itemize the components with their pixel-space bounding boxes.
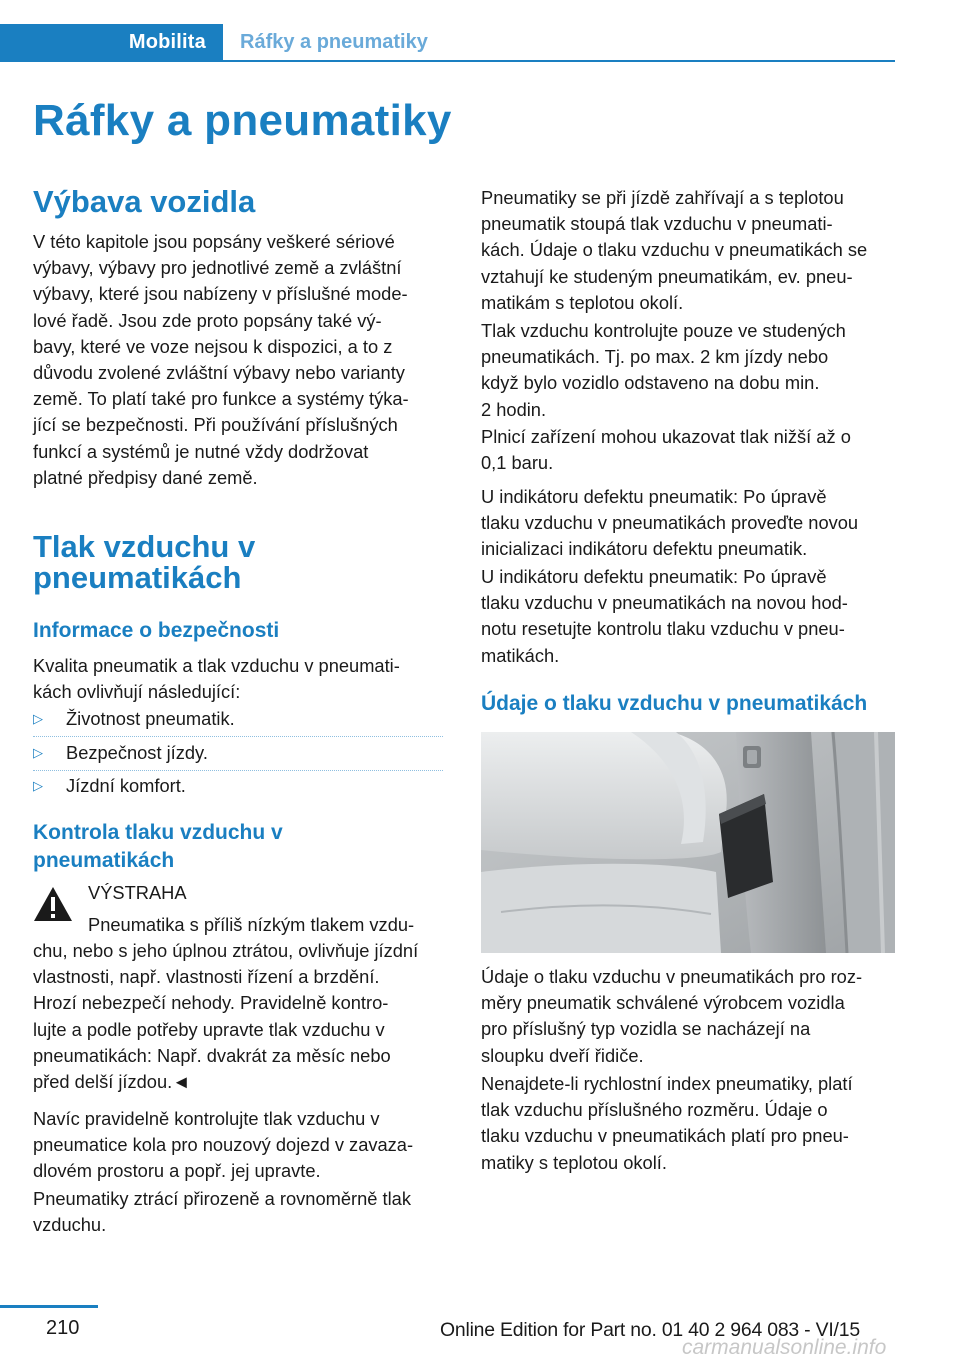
text-line: dlovém prostoru a popř. jej upravte. [33,1160,321,1182]
text-line: Pneumatiky ztrácí přirozeně a rovnoměrně tlak [33,1188,411,1209]
pressure-heading-line: Tlak vzduchu v [33,529,256,564]
text-line: Tlak vzduchu kontrolujte pouze ve studených [481,320,846,341]
text-line: platné předpisy dané země. [33,466,258,488]
triangle-bullet-icon: ▷ [33,745,43,760]
text-line: lujte a podle potřeby upravte tlak vzduchu v [33,1018,385,1040]
chapter-tab-label: Ráfky a pneumatiky [240,31,428,53]
text-line: tlaku vzduchu v pneumatikách na novou hod‐ [481,592,848,614]
text-line: lové řadě. Jsou zde proto popsány také vý‐ [33,309,382,331]
spare-tyre-paragraph [33,1106,413,1185]
text-line: Údaje o tlaku vzduchu v pneumatikách pro roz‐ [481,966,863,987]
triangle-bullet-icon: ▷ [33,778,43,793]
text-line: výbavy, které jsou nabízeny v příslušné mode‐ [33,283,408,305]
page-title: Ráfky a pneumatiky [33,96,452,145]
page-number: 210 [46,1317,80,1339]
bullet-list [33,773,443,799]
text-line: vzduchu. [33,1214,107,1236]
text-line: 0,1 baru. [481,452,554,474]
triangle-bullet-icon: ▷ [33,711,43,726]
bullet-list [33,706,443,732]
list-item [33,740,443,766]
filler-paragraph [481,424,851,476]
text-line: notu resetujte kontrolu tlaku vzduchu v pneu‐ [481,618,845,640]
text-line: U indikátoru defektu pneumatik: Po úpravě [481,566,827,587]
safety-heading: Informace o bezpečnosti [33,619,280,642]
list-item [33,706,443,732]
section-tab[interactable] [0,24,223,62]
text-line: matiky s teplotou okolí. [481,1151,667,1173]
safety-paragraph [33,653,400,705]
text-line: Hrozí nebezpečí nehody. Pravidelně kontro‐ [33,992,389,1014]
check-heading-line: Kontrola tlaku vzduchu v [33,821,283,844]
equipment-paragraph [33,229,409,491]
cold-check-paragraph [481,318,846,423]
equipment-heading: Výbava vozidla [33,184,256,219]
edition-note: Online Edition for Part no. 01 40 2 964 083 - VI/15 [440,1319,860,1341]
text-line: matikám s teplotou okolí. [481,291,684,313]
text-line: kách. Údaje o tlaku vzduchu v pneumatikách se [481,239,868,261]
section-tab-label: Mobilita [128,31,206,53]
door-pillar-illustration [481,732,895,953]
check-heading [33,819,283,875]
text-line: Plnicí zařízení mohou ukazovat tlak nižší až o [481,426,851,447]
text-line: Kvalita pneumatik a tlak vzduchu v pneumati‐ [33,655,400,676]
text-line: pneumatik stoupá tlak vzduchu v pneumati‐ [481,213,833,235]
text-line: pneumatikách: Např. dvakrát za měsíc nebo [33,1044,391,1066]
text-line: měry pneumatik schválené výrobcem vozidla [481,992,845,1014]
pressure-heading-line: pneumatikách [33,560,242,595]
text-line: tlaku vzduchu v pneumatikách platí pro pneu‐ [481,1125,849,1147]
text-line: pro příslušný typ vozidla se nacházejí na [481,1018,811,1040]
text-line: Nenajdete-li rychlostní index pneumatiky, platí [481,1073,853,1094]
text-line: Pneumatiky se při jízdě zahřívají a s teplotou [481,187,844,208]
text-line: důvodu zvolené zvláštní výbavy nebo varianty [33,362,405,384]
list-item-text: Jízdní komfort. [66,775,186,796]
pressure-data-heading: Údaje o tlaku vzduchu v pneumatikách [481,692,868,715]
text-line: pneumatikách. Tj. po max. 2 km jízdy nebo [481,346,829,368]
text-line: funkcí a systémů je nutné vždy dodržovat [33,440,369,462]
text-line: tlak vzduchu příslušného rozměru. Údaje o [481,1099,828,1121]
heat-paragraph [481,185,867,316]
text-line: vlastnosti, např. vlastnosti řízení a brzdění. [33,966,380,988]
list-item-text: Bezpečnost jízdy. [66,742,208,763]
chapter-tab[interactable] [223,24,895,62]
text-line: U indikátoru defektu pneumatik: Po úpravě [481,486,827,507]
text-line: když bylo vozidlo odstaveno na dobu min. [481,372,820,394]
text-line: matikách. [481,644,560,666]
text-line: výbavy, výbavy pro jednotlivé země a zvláštní [33,257,402,279]
warning-label: VÝSTRAHA [88,882,187,903]
list-item [33,773,443,799]
watermark: carmanualsonline.info [682,1336,887,1359]
warning-triangle-icon [33,886,73,922]
text-line: tlaku vzduchu v pneumatikách proveďte novou [481,512,859,534]
warning-first-line: Pneumatika s příliš nízkým tlakem vzdu‐ [88,914,415,935]
door-pillar-photo [481,732,895,953]
list-divider [33,770,443,771]
text-line: Navíc pravidelně kontrolujte tlak vzduchu v [33,1108,380,1129]
footer-rule [0,1305,98,1308]
check-heading-line: pneumatikách [33,849,175,872]
speed-index-paragraph [481,1071,853,1176]
text-line: V této kapitole jsou popsány veškeré sériové [33,231,395,252]
list-divider [33,736,443,737]
list-item-text: Životnost pneumatik. [66,708,235,729]
text-line: pneumatice kola pro nouzový dojezd v zavaza‐ [33,1134,414,1156]
header-tabs [0,24,895,62]
text-line: vztahují ke studeným pneumatikám, ev. pneu‐ [481,265,853,287]
text-line: inicializaci indikátoru defektu pneumatik. [481,538,808,560]
pressure-heading [33,531,255,593]
text-line: sloupku dveří řidiče. [481,1044,644,1066]
text-line: země. To platí také pro funkce a systémy týka‐ [33,388,409,410]
text-line: před delší jízdou.◄ [33,1071,191,1093]
text-line: kách ovlivňují následující: [33,681,241,703]
text-line: bavy, které ve voze nejsou k dispozici, a to z [33,335,393,357]
text-line: jící se bezpečnosti. Při používání příslušných [33,414,398,436]
indicator-init-paragraph [481,484,858,563]
text-line: chu, nebo s jeho úplnou ztrátou, ovlivňuje jízdní [33,940,419,961]
warning-paragraph [33,938,418,1095]
location-paragraph [481,964,862,1069]
pressure-loss-paragraph [33,1186,411,1238]
bullet-list [33,740,443,766]
text-line: 2 hodin. [481,398,547,420]
indicator-reset-paragraph [481,564,848,669]
